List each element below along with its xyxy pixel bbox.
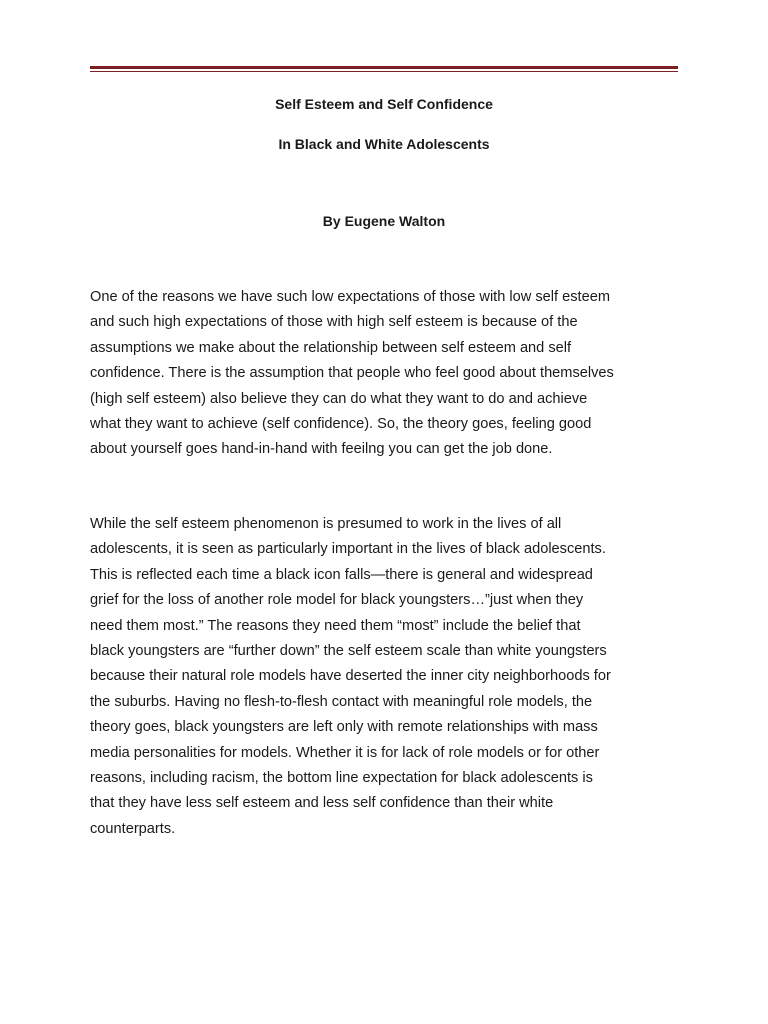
paragraph-line: theory goes, black youngsters are left only with remote relationships with mass xyxy=(90,719,598,736)
paragraph-line: black youngsters are “further down” the self esteem scale than white youngsters xyxy=(90,643,607,660)
body-paragraph-1 xyxy=(90,285,682,463)
paragraph-line: and such high expectations of those with high self esteem is because of the xyxy=(90,314,578,331)
paragraph-line: (high self esteem) also believe they can do what they want to do and achieve xyxy=(90,390,588,407)
paragraph-line: confidence. There is the assumption that people who feel good about themselves xyxy=(90,365,614,382)
paragraph-line: While the self esteem phenomenon is presumed to work in the lives of all xyxy=(90,516,562,532)
paragraph-line: One of the reasons we have such low expectations of those with low self esteem xyxy=(90,289,610,305)
paragraph-line: about yourself goes hand-in-hand with feeilng you can get the job done. xyxy=(90,441,553,458)
paragraph-line: media personalities for models. Whether it is for lack of role models or for other xyxy=(90,744,600,761)
paragraph-line: the suburbs. Having no flesh-to-flesh contact with meaningful role models, the xyxy=(90,693,593,710)
paragraph-line: grief for the loss of another role model for black youngsters…”just when they xyxy=(90,592,584,609)
paragraph-line: what they want to achieve (self confidence). So, the theory goes, feeling good xyxy=(90,416,592,433)
paragraph-line: because their natural role models have deserted the inner city neighborhoods for xyxy=(90,668,611,685)
header-rule-thick xyxy=(90,66,678,69)
body-paragraph-2 xyxy=(90,512,682,842)
paragraph-line: reasons, including racism, the bottom line expectation for black adolescents is xyxy=(90,770,593,787)
paragraph-line: that they have less self esteem and less self confidence than their white xyxy=(90,795,554,812)
paragraph-line: need them most.” The reasons they need them “most” include the belief that xyxy=(90,617,581,634)
header-rule-thin xyxy=(90,71,678,72)
paragraph-line: assumptions we make about the relationship between self esteem and self xyxy=(90,339,572,356)
header-rule xyxy=(90,66,678,72)
document-subtitle: In Black and White Adolescents xyxy=(278,136,490,152)
paragraph-line: This is reflected each time a black icon falls—there is general and widespread xyxy=(90,566,593,583)
paragraph-line: adolescents, it is seen as particularly important in the lives of black adolescents. xyxy=(90,541,606,558)
document-byline: By Eugene Walton xyxy=(322,213,446,229)
document-title: Self Esteem and Self Confidence xyxy=(275,96,493,112)
paragraph-line: counterparts. xyxy=(90,820,176,837)
